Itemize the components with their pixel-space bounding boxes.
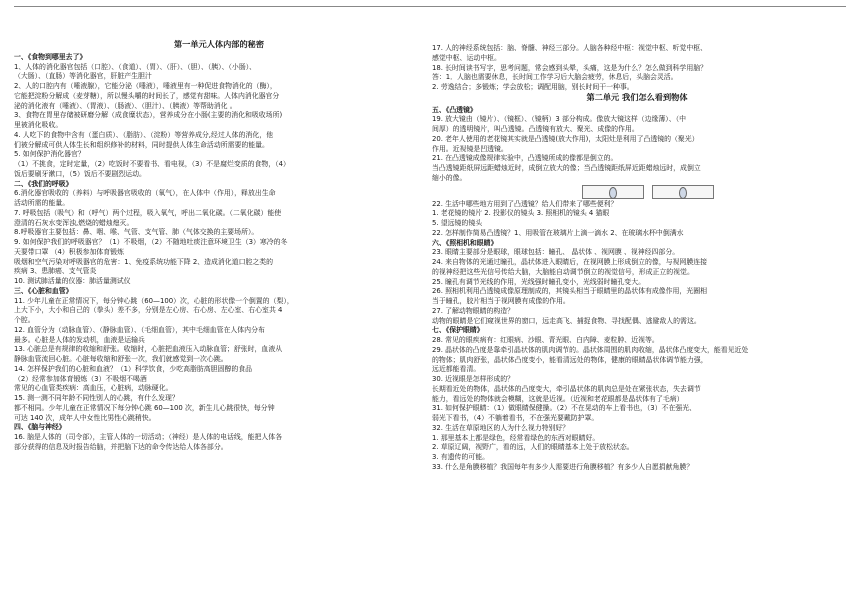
text-line: 24. 来自物体的光通过瞳孔，晶状体进入眼睛后，在视网膜上形成倒立的像，与视网膜连接 bbox=[432, 258, 707, 266]
text-line: 澄清的石灰水变浑浊,燃烧的蜡烛熄灭。 bbox=[14, 218, 134, 227]
text-line: 23. 眼睛主要部分是眼球，眼球包括：瞳孔、 晶状体 、视网膜 、视神经四部分。 bbox=[432, 248, 680, 257]
text-line: 1、人体的消化器官包括（口腔）、（食道）、（胃）、（肝）、（胆）、（胰）、（小肠）、 bbox=[14, 62, 257, 71]
text-line: 9. 如何保护我们的呼吸器官？（1）不吸烟，（2）不随地吐痰注意环境卫生（3）寒冷的冬 bbox=[14, 238, 288, 246]
text-line: 8.呼吸器官主要包括：鼻、咽、喉、气管、支气管、肺（气体交换的主要场所）。 bbox=[14, 228, 259, 237]
lens-experiment-photos bbox=[582, 185, 842, 199]
left-lines bbox=[14, 53, 424, 453]
text-line: 弱光下看书，（4）不躺着看书，不在强光要戴防护罩。 bbox=[432, 414, 599, 422]
text-line: 19. 放大镜由（镜片）、（镜框）、（镜柄）3 部分构成。像放大镜这样（边缘薄）、（中 bbox=[432, 115, 686, 124]
text-line: 2、人的口腔内有（唾液腺），它能分泌（唾液），唾液里有一种促进食物消化的（酶）， bbox=[14, 82, 277, 90]
text-line: 15. 测一测不同年龄不同性别人的心跳，有什么发现？ bbox=[14, 394, 179, 402]
text-line: 1. 那里基本上都是绿色，经常看绿色的东西对眼睛好。 bbox=[432, 433, 600, 442]
text-line: 18. 长时间读书写字，思考问题，常会感到头晕，头痛，这是为什么？怎么做到科学用脑？ bbox=[432, 63, 707, 72]
text-line: 10. 测试肺活量的仪器：肺活量测试仪 bbox=[14, 277, 131, 285]
text-line: 七、《保护眼睛》 bbox=[432, 326, 484, 335]
text-line: 4. 人吃下的食物中含有（蛋白质）、（脂肪）、（淀粉）等营养成分,经过人体的消化，他 bbox=[14, 130, 273, 139]
text-line: 12. 血管分为（动脉血管）、（静脉血管）、（毛细血管），其中毛细血管在人体内分布 bbox=[14, 325, 265, 334]
text-line: 部分获得的信息及时报告给脑，并把脑下达的命令传达给人体各部分。 bbox=[14, 442, 228, 451]
text-line: 当于瞳孔，胶片相当于视网膜有成像的作用。 bbox=[432, 297, 570, 305]
text-line: 缩小的像。 bbox=[432, 173, 467, 182]
text-line: 一、《食物到哪里去了》 bbox=[14, 52, 87, 61]
text-line: 11. 少年儿童在正常情况下，每分钟心跳（60—100）次，心脏的形状像一个倒置的（梨）， bbox=[14, 296, 294, 305]
text-line: （1）不挑食，定时定量，（2）吃饭时不要看书、看电视，（3）不是腐烂变质的食物，（4） bbox=[14, 160, 290, 168]
text-line: 2. 劳逸结合；多锻炼；学会放松；调配用脑，别长时间干一种事。 bbox=[432, 83, 634, 91]
text-line: 六、《照相机和眼睛》 bbox=[432, 238, 498, 247]
text-line: 活动所需的能量。 bbox=[14, 199, 70, 207]
text-line: 常见的心血管类疾病：高血压，心脏病，动脉硬化。 bbox=[14, 384, 173, 393]
text-line: 5. 如何保护消化器官？ bbox=[14, 150, 85, 159]
text-line: 7. 呼吸包括（吸气）和（呼气）两个过程，吸入氧气，呼出二氧化碳。（二氧化碳）能使 bbox=[14, 208, 282, 217]
text-line: 个腔。 bbox=[14, 316, 35, 324]
text-line: 1. 老花镜的镜片 2. 投影仪的镜头 3. 照相机的镜头 4 猫眼 bbox=[432, 209, 610, 218]
text-line: 当凸透镜距纸屏远距蜡烛近时，成倒立放大的像；当凸透镜距纸屏近距蜡烛远时，成倒立 bbox=[432, 164, 701, 172]
text-line: 它能把淀粉分解成（麦芽糖），所以慢头嚼的时间长了，感觉有甜味。人体内消化器官分 bbox=[14, 91, 280, 100]
text-line: 都不相同。少年儿童在正常情况下每分钟心跳 60—100 次，新生儿心跳很快，每分钟 bbox=[14, 403, 275, 412]
text-line: 吸烟和空气污染对呼吸器官的危害：1、免疫系统功能下降 2、造成消化道口腔之类的 bbox=[14, 257, 274, 266]
text-line: 33. 什么是角膜移植？我国每年有多少人需要进行角膜移植？有多少人自愿捐献角膜？ bbox=[432, 462, 694, 471]
text-line: 13. 心脏总是有规律的收缩和舒张。收缩时，心脏把血液压入动脉血管；舒张时，血液从 bbox=[14, 345, 283, 354]
text-line: 五、《凸透镜》 bbox=[432, 105, 477, 114]
text-line: 29. 晶状体的凸度是靠牵引晶状体的肌肉调节的。晶状体周围的肌肉收缩，晶状体凸度变大，能看见近处 bbox=[432, 345, 749, 354]
text-line: 5. 望远镜的镜头 bbox=[432, 219, 483, 227]
top-rule bbox=[14, 6, 846, 7]
text-line: 泌的消化液有（唾液）、（胃液）、（肠液）、（胆汁）、（胰液）等帮助消化 。 bbox=[14, 101, 237, 110]
text-line: 21. 在凸透镜成像规律实验中，凸透镜所成的像都是倒立的。 bbox=[432, 154, 618, 163]
text-line: 里被消化吸收。 bbox=[14, 121, 63, 129]
text-line: 3、食物在胃里存储被研磨分解（成食糜状态），营养成分在小肠(主要的消化和吸收场所) bbox=[14, 111, 283, 120]
text-line: 四、《脑与神经》 bbox=[14, 423, 66, 432]
page-title: 第一单元人体内部的秘密 bbox=[173, 39, 265, 49]
text-line: 22. 怎样制作简易凸透镜？1、用吸管在玻璃片上滴一滴水 2、在玻璃水杯中倒满水 bbox=[432, 228, 684, 237]
text-line: 长期看近处的物体，晶状体的凸度变大，牵引晶状体的肌肉总是处在紧张状态，失去调节 bbox=[432, 384, 701, 393]
text-line: 静脉血管流回心脏。心脏每收缩和舒张一次，我们就感觉到一次心跳。 bbox=[14, 355, 228, 363]
text-line: （大肠）、（直肠）等消化器官，肝脏产生胆汁 bbox=[14, 72, 152, 81]
text-line: 作用。近视镜是凹透镜。 bbox=[432, 144, 508, 153]
text-line: （2）经常参加体育锻炼（3）不吸烟不喝酒 bbox=[14, 374, 147, 383]
text-line: 16. 脑是人体的（司令部），主管人体的一切活动；（神经）是人体的电话线，能把人体各 bbox=[14, 433, 283, 441]
text-line: 最多。心脏是人体的发动机，血液是运输兵 bbox=[14, 335, 145, 344]
text-line: 感觉中枢、运动中枢。 bbox=[432, 53, 501, 62]
text-line: 20. 老年人使用的老花镜其实就是凸透镜(放大作用)，太阳灶是利用了凸透镜的（聚光） bbox=[432, 134, 699, 143]
text-line: 二、《我们的呼吸》 bbox=[14, 179, 73, 188]
right-column bbox=[432, 44, 842, 473]
text-line: 28. 常见的眼疾病有：红眼病、沙眼、青光眼、白内障、麦粒肿、近视等。 bbox=[432, 336, 659, 344]
text-line: 第二单元 我们怎么看到物体 bbox=[586, 91, 688, 102]
text-line: 30. 近视眼是怎样形成的？ bbox=[432, 375, 515, 383]
text-line: 25. 瞳孔有调节光线的作用，光线强时瞳孔变小，光线弱时瞳孔变大。 bbox=[432, 277, 645, 286]
left-column bbox=[14, 40, 424, 453]
text-line: 的物体；肌肉舒张，晶状体凸度变小，能看清远处的物体，健康的眼睛晶状体调节能力强， bbox=[432, 355, 708, 364]
lens-photo-image bbox=[582, 185, 644, 199]
text-line: 3. 有遗传的可能。 bbox=[432, 453, 489, 461]
text-line: 31. 如何保护眼睛：（1）做眼睛保健操。（2）不在晃动的车上看书也，（3）不在强光、 bbox=[432, 404, 697, 413]
text-line: 17. 人的神经系统包括：脑、脊髓、神经三部分。人脑各种经中枢：视觉中枢、听觉中枢、 bbox=[432, 44, 707, 52]
text-line: 天要带口罩 （4）积极参加体育锻炼 bbox=[14, 247, 124, 256]
text-line: 疾病 3、患肺癌、支气管炎 bbox=[14, 267, 97, 276]
text-line: 答：1．人脑也需要休息，长时间工作学习后大脑会疲劳，休息后，头脑会灵活。 bbox=[432, 73, 678, 82]
text-line: 上大下小，大小和自己的（拳头）差不多，分别是左心房、右心房、左心室、右心室共 4 bbox=[14, 306, 283, 315]
text-line: 远近都能看清。 bbox=[432, 365, 481, 374]
text-line: 22. 生活中哪些地方用到了凸透镜？给人们带来了哪些便利？ bbox=[432, 199, 618, 208]
text-line: 32. 生活在草原地区的人为什么视力特别好？ bbox=[432, 423, 570, 432]
lens-photo-image bbox=[652, 185, 714, 199]
text-line: 们被分解成可供人体生长和组织修补的材料，同时提供人体生命活动所需要的能量。 bbox=[14, 140, 269, 149]
text-line: 间厚）的透明镜片，叫凸透镜。凸透镜有放大、聚光、成像的作用。 bbox=[432, 125, 639, 133]
text-line: 2. 草原辽阔，视野广，看的远，人们的眼睛基本上处于放松状态。 bbox=[432, 443, 634, 452]
text-line: 14. 怎样保护我们的心脏和血液？（1）科学饮食，少吃高脂肪高胆固醇的食品 bbox=[14, 364, 253, 373]
text-line: 能力，看远处的物体就会模糊，这就是近视。（近视和老花眼都是晶状体有了毛病） bbox=[432, 394, 684, 403]
text-line: 三、《心脏和血管》 bbox=[14, 286, 73, 295]
text-line: 动物的眼睛是它们窥视世界的窗口，远走高飞、捕捉食物、寻找配偶、逃避敌人的需这。 bbox=[432, 316, 701, 325]
text-line: 6.消化器官吸收的（养料）与呼吸器官吸收的（氧气），在人体中（作用），释放出生命 bbox=[14, 189, 276, 198]
right-lines bbox=[432, 44, 842, 473]
text-line: 可达 140 次，成年人中女性比男性心跳稍快。 bbox=[14, 413, 156, 422]
text-line: 饭后要刷牙漱口，（5）饭后不要剧烈运动。 bbox=[14, 169, 146, 178]
text-line: 的视神经把这些光信号传给大脑，大脑能自动调节倒立的视觉信号，形成正立的视觉。 bbox=[432, 267, 694, 276]
text-line: 27. 了解动物眼睛的构造？ bbox=[432, 306, 515, 315]
text-line: 26. 照相机利用凸透镜成像原理制成的，其镜头相当于眼睛里的晶状体有成像作用，光圈相 bbox=[432, 287, 707, 296]
